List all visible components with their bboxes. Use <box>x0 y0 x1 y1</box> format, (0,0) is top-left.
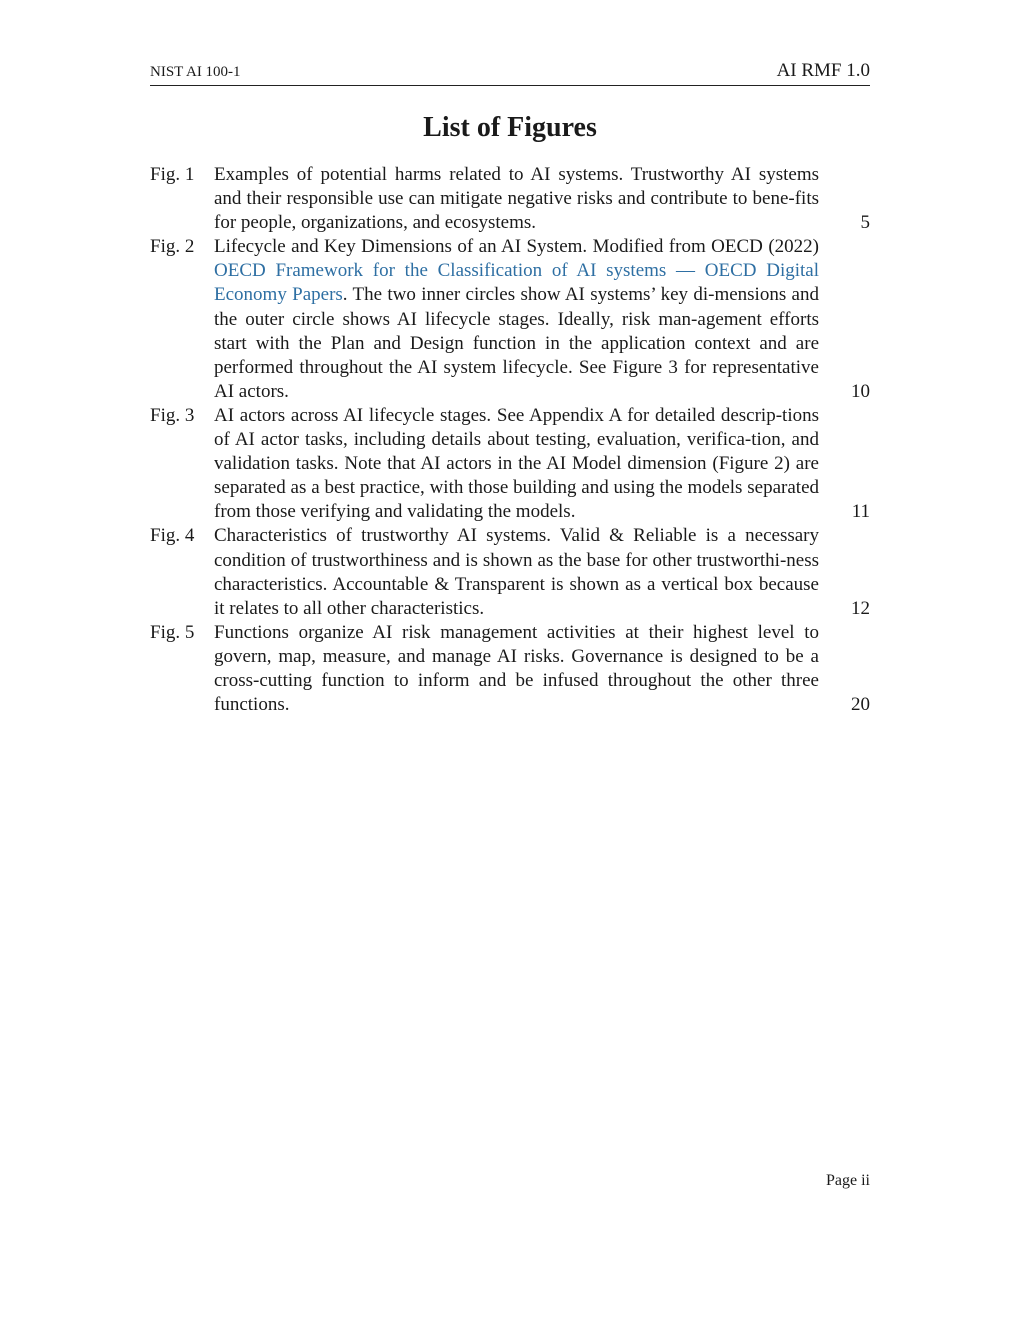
oecd-framework-link[interactable]: OECD Framework for the Classification of AI systems — OECD Digital Economy Papers <box>214 260 819 306</box>
figure-label: Fig. 2 <box>150 236 195 258</box>
figure-entry-3[interactable] <box>150 404 870 524</box>
figure-page-number: 10 <box>851 380 870 402</box>
figure-caption <box>214 235 819 404</box>
page-title: List of Figures <box>423 112 597 143</box>
caption-text-before: Lifecycle and Key Dimensions of an AI System. Modified from OECD (2022) <box>214 236 819 258</box>
figure-label: Fig. 1 <box>150 164 195 185</box>
figure-entry-4[interactable] <box>150 524 870 620</box>
figure-entry-1[interactable] <box>150 163 870 235</box>
figure-caption: Functions organize AI risk management activities at their highest level to govern, map, measure, and manage AI risks. Governance is designed to be a cross-cutting function to inform and be infused throughout the other three functions. <box>214 621 819 716</box>
list-of-figures <box>150 163 870 717</box>
figure-page-number: 11 <box>851 501 870 523</box>
caption-text-after: . The two inner circles show AI systems’ key di-mensions and the outer circle shows AI lifecycle stages. Ideally, risk man-agement efforts start with the Plan and Design function in the application context and are performed throughout the AI system lifecycle. See Figure 3 for representative AI actors. <box>214 284 819 402</box>
figure-label: Fig. 3 <box>150 404 195 426</box>
figure-page-number: 12 <box>851 597 870 619</box>
figure-caption: AI actors across AI lifecycle stages. See Appendix A for detailed descrip-tions of AI actor tasks, including details about testing, evaluation, verifica-tion, and validation tasks. Note that AI actors in the AI Model dimension (Figure 2) are separated as a best practice, with those building and using the models separated from those verifying and validating the models. <box>214 404 819 523</box>
figure-page-number: 5 <box>860 212 870 234</box>
figure-entry-2[interactable] <box>150 235 870 404</box>
header-document-title: AI RMF 1.0 <box>776 60 870 81</box>
figure-page-number: 20 <box>851 694 870 716</box>
figure-entry-5[interactable] <box>150 621 870 717</box>
figure-caption: Examples of potential harms related to AI systems. Trustworthy AI systems and their responsible use can mitigate negative risks and contribute to bene-fits for people, organizations, and ecosystems. <box>214 164 819 234</box>
figure-caption: Characteristics of trustworthy AI systems. Valid & Reliable is a necessary condition of trustworthiness and is shown as the base for other trustworthi-ness characteristics. Accountable & Transparent is shown as a vertical box because it relates to all other characteristics. <box>214 525 819 619</box>
page-header <box>150 58 870 86</box>
figure-label: Fig. 4 <box>150 525 195 547</box>
page-footer-number: Page ii <box>826 1172 870 1189</box>
header-report-number: NIST AI 100-1 <box>150 64 241 80</box>
figure-label: Fig. 5 <box>150 621 195 643</box>
